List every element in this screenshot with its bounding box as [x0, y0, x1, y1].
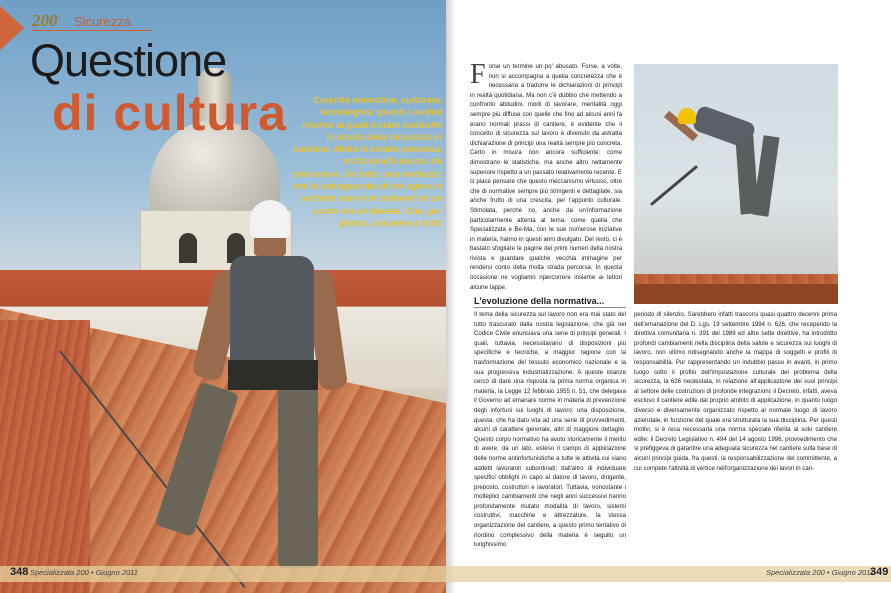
section-triangle-icon [0, 6, 24, 50]
body-column-2: Il tema della sicurezza sul lavoro non era mai stato del tutto trascurato dalla nostra legislazione, che già nel Codice Civile enunciava una serie di principi generali. I quali, tuttavia, necessitavano di disposizioni più specifiche e tecniche, a maggior ragione con la trasformazione del tessuto economico nazionale e la sua progressiva industrializzazione. A queste istanze cercò di dare una risposta la prima norma organica in materia, la Legge 12 febbraio 1955 n. 51, che delegava il Governo ad emanare norme in materia di prevenzione degli infortuni sui luoghi di lavoro: una disposizione, questa, che ha dato vita ad una serie di provvedimenti, alcuni di carattere generale, altri di maggiore dettaglio. Questo corpo normativo ha avuto storicamente il merito di avere, da un lato, esteso il campo di applicazione delle norme antinfortunistiche a tutte le attività cui siano addetti lavoratori subordinati; dall'altro di individuare specifici obblighi in capo al datore di lavoro, dirigente, preposto, costruttori e lavoratori. Tuttavia, nonostante i molteplici cambiamenti che negli anni successivi hanno profondamente mutato modalità di lavoro, sistemi costruttivi, macchine e attrezzature, la stessa organizzazione del cantiere, a questo primo tentativo di riordino complessivo della materia è seguito un lunghissimo [474, 311, 626, 549]
section-name: Sicurezza [74, 14, 132, 29]
magazine-credit-right: Specializzata 200 • Giugno 2011 [766, 568, 874, 577]
body-column-1 [470, 59, 622, 292]
worker-photo [634, 64, 838, 304]
helmet-icon [678, 108, 696, 124]
torch-tool [650, 165, 698, 206]
worker-torso [230, 256, 314, 366]
subheading-rule [474, 307, 626, 308]
body-column-3: periodo di silenzio. Sarebbero infatti trascorsi quasi quattro decenni prima dell'emanazione del D. Lgs. 19 settembre 1994 n. 626, che recependo la direttiva comunitaria n. 391 del 1989 ed altre sette direttive, ha introdotto profondi cambiamenti nella disciplina della salute e sicurezza sui luoghi di lavoro, non ultimo ridisegnando anche la mappa di soggetti e profili di responsabilità. Pur rappresentando un indubbio passo in avanti, in primo luogo sotto il profilo dell'impostazione culturale del problema della sicurezza, la 626 neotestata, in relazione all'applicazione dei suoi principi al settore delle costruzioni di profonde integrazioni: il Decreto, infatti, aveva escluso il cantiere edile dal proprio ambito di applicazione, in quanto luogo diverso e diversamente organizzato rispetto al normale luogo di lavoro aziendale, in funzione del quale era strutturata la sua disciplina. Per questi motivi, si è resa necessaria una norma speciale riferita al solo cantiere edile: il Decreto Legislativo n. 494 del 14 agosto 1996, provvedimento che si prefiggeva di garantire una adeguata sicurezza nel cantiere sulla base di alcuni principi guida, fra questi, la responsabilizzazione del committente, a cui compete l'attività di vertice nell'organizzazione dei lavori in can- [634, 311, 837, 472]
worker-leg [753, 135, 780, 216]
page-number-left: 348 [10, 566, 29, 578]
drop-cap: F [470, 59, 486, 90]
gutter [634, 284, 838, 304]
section-subheading: L'evoluzione della normativa... [474, 296, 605, 306]
section-rule [32, 30, 152, 31]
issue-number: 200 [32, 11, 58, 30]
worker-leg [278, 388, 318, 568]
article-title-line2: di cultura [52, 85, 288, 141]
magazine-credit-left: Specializzata 200 • Giugno 2011 [30, 568, 138, 577]
body-text: orse un termine un po' abusato. Forse, a volte, non si accompagna a quella concretezza che è necessaria a tradurre le dichiarazioni di principi in realtà quotidiana. Ma non c'è dubbio che mettendo a confronto abitudini, modi di lavorare, mentalità oggi sempre più diffuse con quelle che fino ad alcuni anni fa erano normali prassi di cantiere, è evidente che il concetto di sicurezza sul lavoro è divenuto da astratta dichiarazione di principi una realtà sempre più concreta. Certo in misura non ancora sufficiente: come dimostrano le statistiche, ma anche altro nettamente superiore rispetto a un passato relativamente recente. E ci piace pensare che questo meccanismo virtuoso, oltre che di normative sempre più stringenti e dettagliate, sia anche frutto di una crescita, per l'appunto culturale. Stimolata, perché no, anche da un'informazione particolarmente attenta al tema, come quella che Specializzata e Be-Ma, con le sue numerose iniziative in materia, hanno in questi anni divulgato. Del resto, ci è bastato sfogliare le pagine dei primi numeri della nostra rivista e guardare qualche vecchia immagine per rendersi conto della molta strada percorsa. In questa occasione ne vogliamo ripercorrere insieme ai lettori alcune tappe. [470, 63, 622, 291]
worker-torso [691, 105, 756, 150]
spine-shadow [446, 0, 456, 593]
roof-worker [190, 200, 330, 580]
helmet-icon [250, 200, 290, 238]
page-number-right: 349 [870, 566, 889, 578]
article-intro: Crescita normativa, culturale, tecnologica: questi i cardini intorno ai quali è stato costruito lo scudo della sicurezza in cantiere. Molta la strada percorsa, molta quella ancora da percorrere. Su tutto, una certezza: che la salvaguardia di chi opera in cantiere non è un optional né un costo ma un dovere. Che, per giunta, conviene a tutti. [292, 95, 442, 228]
tiled-roof-edge [0, 320, 90, 593]
article-title-line1: Questione [30, 35, 227, 86]
safety-harness [228, 360, 318, 390]
